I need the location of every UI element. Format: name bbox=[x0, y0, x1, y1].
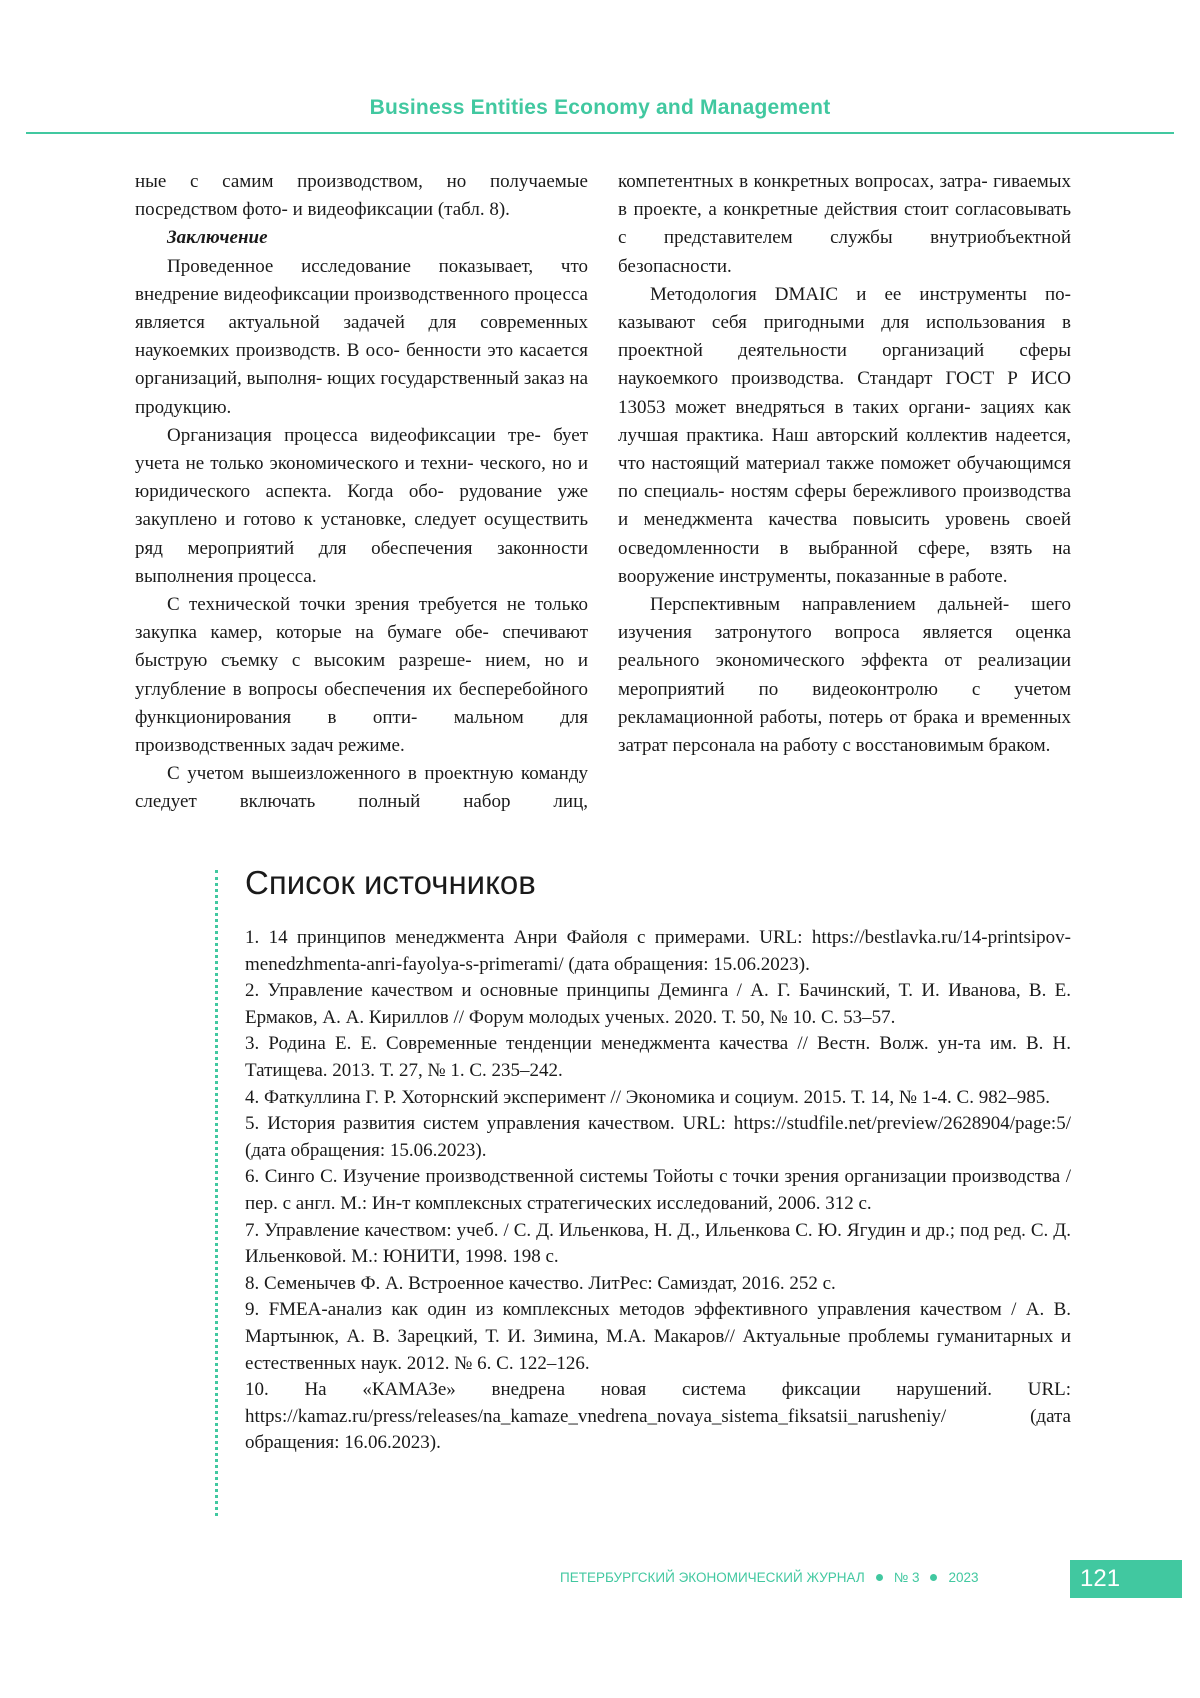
continued-paragraph-right: компетентных в конкретных вопросах, затра- гиваемых в проекте, а конкретные действия стоит согласовывать с представителем службы внутриобъектной безопасности. bbox=[618, 171, 1072, 277]
reference-item: 2. Управление качеством и основные принципы Деминга / А. Г. Бачинский, Т. И. Иванова, В. Е. Ермаков, А. А. Кириллов // Форум молодых ученых. 2020. Т. 50, № 10. С. 53–57. bbox=[245, 980, 1071, 1028]
dmaic-paragraph: Методология DMAIC и ее инструменты по- казывают себя пригодными для использования в проектной деятельности организаций сферы наукоемкого производства. Стандарт ГОСТ Р ИСО 13053 может внедряться в таких органи- зациях как лучшая практика. Наш авторский коллектив надеется, что настоящий материал также поможет обучающимся по специаль- ностям сферы бережливого производства и менеджмента качества повысить уровень своей осведомленности в выбранной сфере, взять на вооружение инструменты, показанные в работе. bbox=[618, 283, 1072, 587]
reference-item: 7. Управление качеством: учеб. / С. Д. Ильенкова, Н. Д., Ильенкова С. Ю. Ягудин и др.; под ред. С. Д. Ильенковой. М.: ЮНИТИ, 1998. 198 с. bbox=[245, 1219, 1071, 1268]
footer-dot-separator bbox=[876, 1574, 883, 1581]
section-heading-conclusion: Заключение bbox=[167, 227, 268, 249]
left-column bbox=[135, 168, 588, 817]
reference-item: 10. На «КАМАЗе» внедрена новая система фиксации нарушений. URL: https://kamaz.ru/press/releases/na_kamaze_vnedrena_novaya_sistema_fiksatsii_narusheniy/ (дата обращения: 16.06.2023). bbox=[245, 1379, 1071, 1454]
footer-journal-info bbox=[560, 1570, 979, 1585]
conclusion-paragraph-4: С учетом вышеизложенного в проектную команду следует включать полный набор лиц, bbox=[135, 763, 588, 813]
footer-journal-name: ПЕТЕРБУРГСКИЙ ЭКОНОМИЧЕСКИЙ ЖУРНАЛ bbox=[560, 1570, 865, 1585]
reference-item: 5. История развития систем управления качеством. URL: https://studfile.net/preview/2628904/page:5/ (дата обращения: 15.06.2023). bbox=[245, 1113, 1071, 1161]
reference-item: 3. Родина Е. Е. Современные тенденции менеджмента качества // Вестн. Волж. ун-та им. В. Н. Татищева. 2013. Т. 27, № 1. С. 235–242. bbox=[245, 1033, 1071, 1081]
reference-item: 1. 14 принципов менеджмента Анри Файоля с примерами. URL: https://bestlavka.ru/14-printsipov-menedzhmenta-anri-fayolya-s-primerami/ (дата обращения: 15.06.2023). bbox=[245, 927, 1071, 975]
reference-item: 6. Синго С. Изучение производственной системы Тойоты с точки зрения организации производства / пер. с англ. М.: Ин-т комплексных стратегических исследований, 2006. 312 с. bbox=[245, 1166, 1071, 1214]
continued-paragraph: ные с самим производством, но получаемые посредством фото- и видеофиксации (табл. 8). bbox=[135, 171, 588, 221]
page-number: 121 bbox=[1080, 1565, 1121, 1592]
header-divider bbox=[26, 132, 1174, 134]
right-column bbox=[618, 168, 1071, 760]
reference-item: 9. FMEA-анализ как один из комплексных методов эффективного управления качеством / А. В. Мартынюк, А. В. Зарецкий, Т. И. Зимина, М.А. Макаров// Актуальные проблемы гуманитарных и естественных наук. 2012. № 6. С. 122–126. bbox=[245, 1299, 1071, 1374]
references-heading: Список источников bbox=[245, 864, 536, 901]
reference-item: 8. Семенычев Ф. А. Встроенное качество. ЛитРес: Самиздат, 2016. 252 с. bbox=[245, 1272, 836, 1294]
running-header-title: Business Entities Economy and Management bbox=[369, 96, 831, 119]
conclusion-paragraph-3: С технической точки зрения требуется не только закупка камер, которые на бумаге обе- спечивают быструю съемку с высоким разреше- нием, но и углубление в вопросы обеспечения их бесперебойного функционирования в опти- мальном для производственных задач режиме. bbox=[135, 594, 589, 757]
references-list bbox=[245, 925, 1071, 1457]
perspective-paragraph: Перспективным направлением дальней- шего изучения затронутого вопроса является оценка реального экономического эффекта от реализации мероприятий по видеоконтролю с учетом рекламационной работы, потерь от брака и временных затрат персонала на работу с восстановимым браком. bbox=[618, 594, 1072, 757]
conclusion-paragraph-1: Проведенное исследование показывает, что внедрение видеофиксации производственного процесса является актуальной задачей для современных наукоемких производств. В осо- бенности это касается организаций, выполня- ющих государственный заказ на продукцию. bbox=[135, 255, 589, 418]
conclusion-paragraph-2: Организация процесса видеофиксации тре- бует учета не только экономического и техни- ческого, но и юридического аспекта. Когда обо- рудование уже закуплено и готово к установке, следует осуществить ряд мероприятий для обеспечения законности выполнения процесса. bbox=[135, 424, 589, 587]
reference-item: 4. Фаткуллина Г. Р. Хоторнский эксперимент // Экономика и социум. 2015. Т. 14, № 1-4. С. 982–985. bbox=[245, 1086, 1050, 1108]
footer-year: 2023 bbox=[948, 1570, 979, 1585]
footer-dot-separator bbox=[930, 1574, 937, 1581]
footer-issue: № 3 bbox=[893, 1570, 920, 1585]
references-dotted-rule bbox=[215, 870, 218, 1516]
